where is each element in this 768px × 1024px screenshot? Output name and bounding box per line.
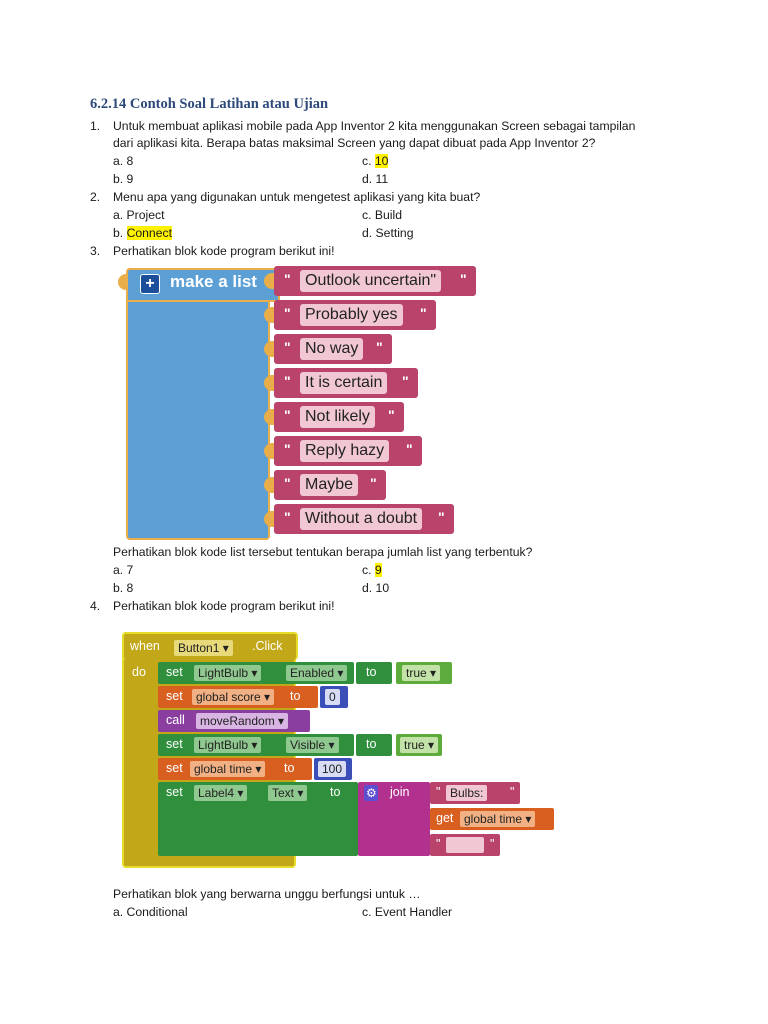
to-label: to <box>356 662 392 684</box>
q1-option-d: d. 11 <box>362 172 389 186</box>
q3-option-a: a. 7 <box>113 563 134 577</box>
q1-number: 1. <box>90 119 101 133</box>
bulbs-string-block: " Bulbs: " <box>430 782 520 804</box>
set-lightbulb-visible-block: set LightBulb ▾ Visible ▾ <box>158 734 354 756</box>
block-connector <box>264 511 274 527</box>
gear-icon: ⚙ <box>366 786 377 800</box>
list-item-string-block: " Without a doubt " <box>274 504 454 534</box>
q4-option-a: a. Conditional <box>113 905 188 919</box>
call-moverandom-block: call moveRandom ▾ <box>158 710 310 732</box>
q2-option-d: d. Setting <box>362 226 414 240</box>
q2-number: 2. <box>90 190 101 204</box>
q2-option-b: b. Connect <box>113 226 172 240</box>
set-global-time-block: set global time ▾ to <box>158 758 312 780</box>
button1-dropdown: Button1 ▾ <box>174 640 233 656</box>
q3-option-d: d. 10 <box>362 581 390 595</box>
join-block: ⚙ join <box>358 782 430 856</box>
q1-option-c: c. 10 <box>362 154 389 168</box>
make-a-list-block-figure <box>118 262 478 536</box>
q4-option-c: c. Event Handler <box>362 905 453 919</box>
q3-question: Perhatikan blok kode list tersebut tentukan berapa jumlah list yang terbentuk? <box>113 545 533 559</box>
q1-line1: Untuk membuat aplikasi mobile pada App Inventor 2 kita menggunakan Screen sebagai tampilan <box>113 119 636 133</box>
section-title: 6.2.14 Contoh Soal Latihan atau Ujian <box>90 96 329 112</box>
q2-option-a: a. Project <box>113 208 165 222</box>
mutator-plus-icon: + <box>140 274 160 294</box>
set-global-score-block: set global score ▾ to <box>158 686 318 708</box>
q4-question: Perhatikan blok yang berwarna unggu berfungsi untuk … <box>113 887 421 901</box>
block-connector <box>264 307 274 323</box>
q3-option-c: c. 9 <box>362 563 382 577</box>
number-zero-block: 0 <box>320 686 348 708</box>
q4-number: 4. <box>90 599 101 613</box>
q4-line1: Perhatikan blok kode program berikut ini! <box>113 599 335 613</box>
block-connector <box>118 274 128 290</box>
block-connector <box>264 375 274 391</box>
list-item-string-block: " Not likely " <box>274 402 404 432</box>
block-connector <box>264 273 274 289</box>
when-button-click-block-figure <box>118 630 558 870</box>
empty-string-block: " " <box>430 834 500 856</box>
list-item-string-block: " Outlook uncertain" " <box>274 266 476 296</box>
block-connector <box>264 477 274 493</box>
get-global-time-block: get global time ▾ <box>430 808 554 830</box>
block-connector <box>264 443 274 459</box>
list-item-string-block: " It is certain " <box>274 368 418 398</box>
q3-number: 3. <box>90 244 101 258</box>
click-label: .Click <box>252 639 283 653</box>
list-item-string-block: " Reply hazy " <box>274 436 422 466</box>
set-label4-text-block: set Label4 ▾ Text ▾ to <box>158 782 358 856</box>
q3-option-b: b. 8 <box>113 581 134 595</box>
do-label: do <box>132 665 146 679</box>
q2-line1: Menu apa yang digunakan untuk mengetest aplikasi yang kita buat? <box>113 190 481 204</box>
true-block: true ▾ <box>396 734 442 756</box>
answer-highlight: 10 <box>374 154 389 168</box>
block-connector <box>264 341 274 357</box>
q2-option-c: c. Build <box>362 208 402 222</box>
answer-highlight: 9 <box>374 563 382 577</box>
q1-option-a: a. 8 <box>113 154 134 168</box>
block-connector <box>264 409 274 425</box>
make-a-list-block <box>126 268 270 540</box>
make-a-list-label: make a list <box>170 272 257 291</box>
list-item-string-block: " Probably yes " <box>274 300 436 330</box>
to-label: to <box>356 734 392 756</box>
when-label: when <box>130 639 160 653</box>
q1-line2: dari aplikasi kita. Berapa batas maksimal Screen yang dapat dibuat pada App Inventor 2? <box>113 136 596 150</box>
list-item-string-block: " Maybe " <box>274 470 386 500</box>
set-lightbulb-enabled-block: set LightBulb ▾ Enabled ▾ <box>158 662 354 684</box>
number-hundred-block: 100 <box>314 758 352 780</box>
true-block: true ▾ <box>396 662 452 684</box>
answer-highlight: Connect <box>126 226 172 240</box>
list-item-string-block: " No way " <box>274 334 392 364</box>
q3-line1: Perhatikan blok kode program berikut ini! <box>113 244 335 258</box>
q1-option-b: b. 9 <box>113 172 134 186</box>
